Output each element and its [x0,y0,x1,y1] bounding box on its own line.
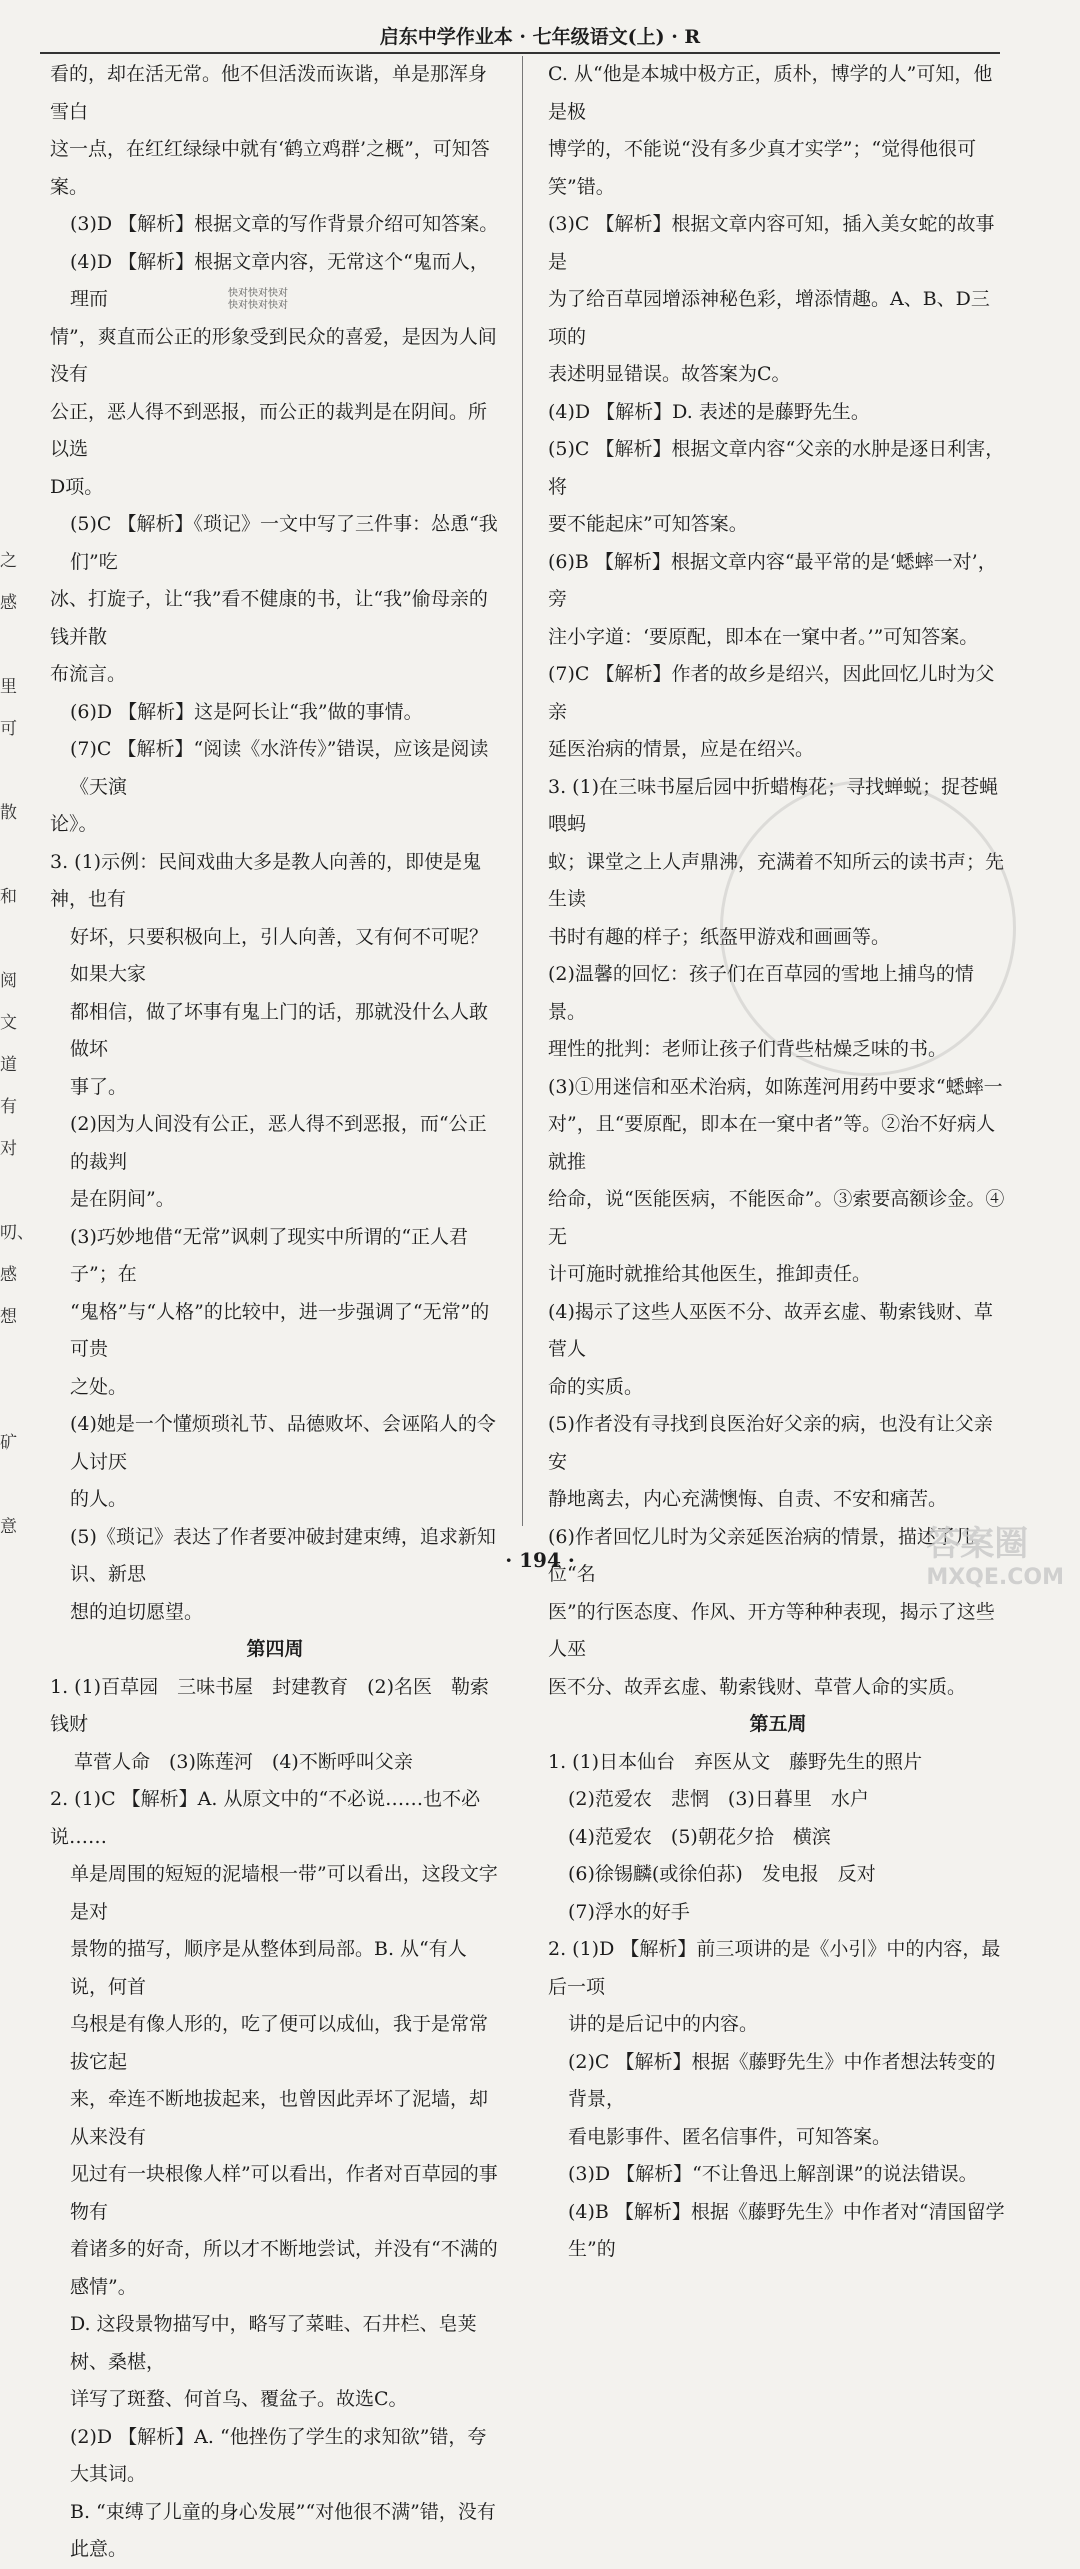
margin-char [0,624,26,666]
text-line: C. 从“他是本城中极方正，质朴，博学的人”可知，他是极 [548,63,993,123]
margin-char: 道 [0,1055,17,1075]
text-line: 医”的行医态度、作风、开方等种种表现，揭示了这些人巫 [548,1600,995,1660]
text-line: 详写了斑蝥、何首乌、覆盆子。故选C。 [70,2388,408,2410]
text-line: 蚁；课堂之上人声鼎沸，充满着不知所云的读书声；先生读 [548,850,1005,910]
text-line: (6)D 【解析】这是阿长让“我”做的事情。 [70,700,423,723]
text-line: 景物的描写，顺序是从整体到局部。B. 从“有人说，何首 [70,1938,467,1998]
text-line: 看的，却在活无常。他不但活泼而诙谐，单是那浑身雪白 [50,63,488,123]
text-line: “鬼格”与“人格”的比较中，进一步强调了“无常”的可贵 [70,1300,490,1360]
right-column [548,56,1008,2269]
text-line: (3)D 【解析】“不让鲁迅上解剖课”的说法错误。 [568,2163,978,2185]
text-line: 表述明显错误。故答案为C。 [548,363,791,385]
margin-char: 感 [0,1265,17,1285]
text-line: (7)C 【解析】“阅读《水浒传》”错误，应该是阅读《天演 [70,738,489,798]
text-line: (4)范爱农 (5)朝花夕拾 横滨 [568,1825,831,1848]
faded-round-stamp [720,780,1016,1076]
text-line: (5)作者没有寻找到良医治好父亲的病，也没有让父亲安 [548,1413,993,1473]
text-line: 1. (1)百草园 三味书屋 封建教育 (2)名医 勒索钱财 [50,1675,489,1735]
text-line: (3)C 【解析】根据文章内容可知，插入美女蛇的故事是 [548,213,995,273]
margin-char [0,1380,26,1422]
text-line: (2)D 【解析】A. “他挫伤了学生的求知欲”错，夸大其词。 [70,2425,487,2485]
text-line: 想的迫切愿望。 [70,1600,204,1623]
text-line: 草菅人命 (3)陈莲河 (4)不断呼叫父亲 [74,1750,413,1773]
text-line: 1. (1)日本仙台 弃医从文 藤野先生的照片 [548,1750,923,1773]
text-line: 3. (1)示例：民间戏曲大多是教人向善的，即使是鬼神，也有 [50,850,482,910]
margin-char [0,918,26,960]
text-line: 对”，且“要原配，即本在一窠中者”等。②治不好病人就推 [548,1113,996,1173]
text-line: (3)巧妙地借“无常”讽刺了现实中所谓的“正人君子”；在 [70,1225,469,1285]
text-line: (3)D 【解析】根据文章的写作背景介绍可知答案。 [70,213,499,235]
text-line: 理性的批判：老师让孩子们背些枯燥乏味的书。 [548,1038,948,1060]
text-line: 静地离去，内心充满懊悔、自责、不安和痛苦。 [548,1488,948,1510]
text-line: 看电影事件、匿名信事件，可知答案。 [568,2125,892,2148]
margin-char [0,1464,26,1506]
text-line: (6)B 【解析】根据文章内容“最平常的是‘蟋蟀一对’，旁 [548,550,997,610]
text-line: 为了给百草园增添神秘色彩，增添情趣。A、B、D三项的 [548,288,990,348]
margin-char [0,834,26,876]
margin-char: 文 [0,1013,17,1033]
watermark-brand: 答案圈 [926,1524,1029,1564]
text-line: 好坏，只要积极向上，引人向善，又有何不可呢？如果大家 [70,925,489,985]
text-line: (6)作者回忆儿时为父亲延医治病的情景，描述了几位“名 [548,1525,974,1585]
text-line: (5)C 【解析】根据文章内容“父亲的水肿是逐日利害，将 [548,438,1005,498]
text-line: (4)D 【解析】根据文章内容，无常这个“鬼而人，理而 [70,250,489,310]
text-line: (4)B 【解析】根据《藤野先生》中作者对“清国留学生”的 [568,2200,1005,2260]
text-line: 冰、打旋子，让“我”看不健康的书，让“我”偷母亲的钱并散 [50,588,488,648]
left-column [50,56,500,2569]
text-line: (2)范爱农 悲惘 (3)日暮里 水户 [568,1788,869,1810]
text-line: 这一点，在红红绿绿中就有‘鹤立鸡群’之概”，可知答案。 [50,138,490,198]
margin-char [0,1338,26,1380]
text-line: D. 这段景物描写中，略写了菜畦、石井栏、皂荚树、桑椹， [70,2313,477,2373]
text-line: 布流言。 [50,663,127,685]
text-line: (5)《琐记》表达了作者要冲破封建束缚，追求新知识、新思 [70,1525,496,1585]
small-stamp [228,288,288,312]
text-line: 2. (1)D 【解析】前三项讲的是《小引》中的内容，最后一项 [548,1938,1001,1998]
text-line: 之处。 [70,1375,128,1398]
margin-char: 对 [0,1139,17,1159]
text-line: 要不能起床”可知答案。 [548,513,748,535]
watermark-logo [926,1516,1064,1590]
text-line: 书时有趣的样子；纸盔甲游戏和画画等。 [548,925,891,948]
margin-char: 和 [0,887,17,907]
text-line: (5)C 【解析】《琐记》一文中写了三件事：怂恿“我们”吃 [70,513,498,573]
text-line: 乌根是有像人形的，吃了便可以成仙，我于是常常拔它起 [70,2013,489,2073]
text-line: (2)C 【解析】根据《藤野先生》中作者想法转变的背景， [568,2050,996,2110]
text-line: 都相信，做了坏事有鬼上门的话，那就没什么人敢做坏 [70,1000,489,1060]
page-header: 启东中学作业本 · 七年级语文(上) · R [379,26,701,48]
text-line: 来，牵连不断地拔起来，也曾因此弄坏了泥墙，却从来没有 [70,2088,489,2148]
text-line: (6)徐锡麟(或徐伯荪) 发电报 反对 [568,1863,876,1885]
text-line: B. “束缚了儿童的身心发展”“对他很不满”错，没有此意。 [70,2500,496,2560]
text-line: (4)揭示了这些人巫医不分、故弄玄虚、勒索钱财、草菅人 [548,1300,993,1360]
text-line: 给命，说“医能医病，不能医命”。③索要高额诊金。④无 [548,1188,1005,1248]
margin-char: 阅 [0,971,17,991]
margin-char: 里 [0,677,17,697]
text-line: 情”，爽直而公正的形象受到民众的喜爱，是因为人间没有 [50,325,497,385]
text-line: (4)D 【解析】D. 表述的是藤野先生。 [548,400,870,423]
text-line: (4)她是一个懂烦琐礼节、品德败坏、会诬陷人的令人讨厌 [70,1413,496,1473]
text-line: 2. (1)C 【解析】A. 从原文中的“不必说……也不必说…… [50,1788,481,1848]
margin-bleed-text [0,540,34,1548]
margin-char: 想 [0,1307,17,1327]
margin-char: 叨、 [0,1223,34,1243]
column-divider [522,56,523,1526]
stamp-line: 快对快对快对 [228,288,288,299]
section-heading: 第四周 [246,1638,304,1660]
text-line: 论》。 [50,813,98,835]
margin-char: 意 [0,1517,17,1537]
margin-char [0,750,26,792]
text-line: 事了。 [70,1075,128,1098]
text-line: 公正，恶人得不到恶报，而公正的裁判是在阴间。所以选 [50,400,488,460]
text-line: 计可施时就推给其他医生，推卸责任。 [548,1263,872,1285]
stamp-line: 快对快对快对 [228,300,288,311]
margin-char: 矿 [0,1433,17,1453]
text-line: 博学的，不能说“没有多少真才实学”；“觉得他很可笑”错。 [548,138,977,198]
watermark-domain: MXQE.COM [926,1565,1064,1590]
margin-char: 之 [0,551,17,571]
page-number: · 194 · [505,1548,575,1572]
margin-char [0,1170,26,1212]
section-heading: 第五周 [749,1713,807,1735]
margin-char: 感 [0,593,17,613]
text-line: (7)C 【解析】作者的故乡是绍兴，因此回忆儿时为父亲 [548,663,995,723]
text-line: 见过有一块根像人样”可以看出，作者对百草园的事物有 [70,2163,498,2223]
text-line: (2)温馨的回忆：孩子们在百草园的雪地上捕鸟的情景。 [548,963,974,1023]
text-line: 延医治病的情景，应是在绍兴。 [548,738,815,760]
text-line: 注小字道：‘要原配，即本在一窠中者。’”可知答案。 [548,625,979,648]
margin-char: 可 [0,719,17,739]
text-line: (2)因为人间没有公正，恶人得不到恶报，而“公正的裁判 [70,1113,487,1173]
text-line: 命的实质。 [548,1375,644,1398]
text-line: D项。 [50,475,104,498]
text-line: (7)浮水的好手 [568,1900,690,1923]
text-line: 医不分、故弄玄虚、勒索钱财、草菅人命的实质。 [548,1675,967,1698]
text-line: 单是周围的短短的泥墙根一带”可以看出，这段文字是对 [70,1863,498,1923]
text-line: 的人。 [70,1488,128,1510]
margin-char: 有 [0,1097,17,1117]
text-line: 3. (1)在三味书屋后园中折蜡梅花；寻找蝉蜕；捉苍蝇喂蚂 [548,775,999,835]
text-line: 是在阴间”。 [70,1188,175,1210]
text-line: 讲的是后记中的内容。 [568,2013,759,2035]
text-line: (3)①用迷信和巫术治病，如陈莲河用药中要求“蟋蟀一 [548,1075,1003,1098]
text-line: 着诸多的好奇，所以才不断地尝试，并没有“不满的感情”。 [70,2238,498,2298]
margin-char: 散 [0,803,17,823]
header-rule [40,52,1000,54]
